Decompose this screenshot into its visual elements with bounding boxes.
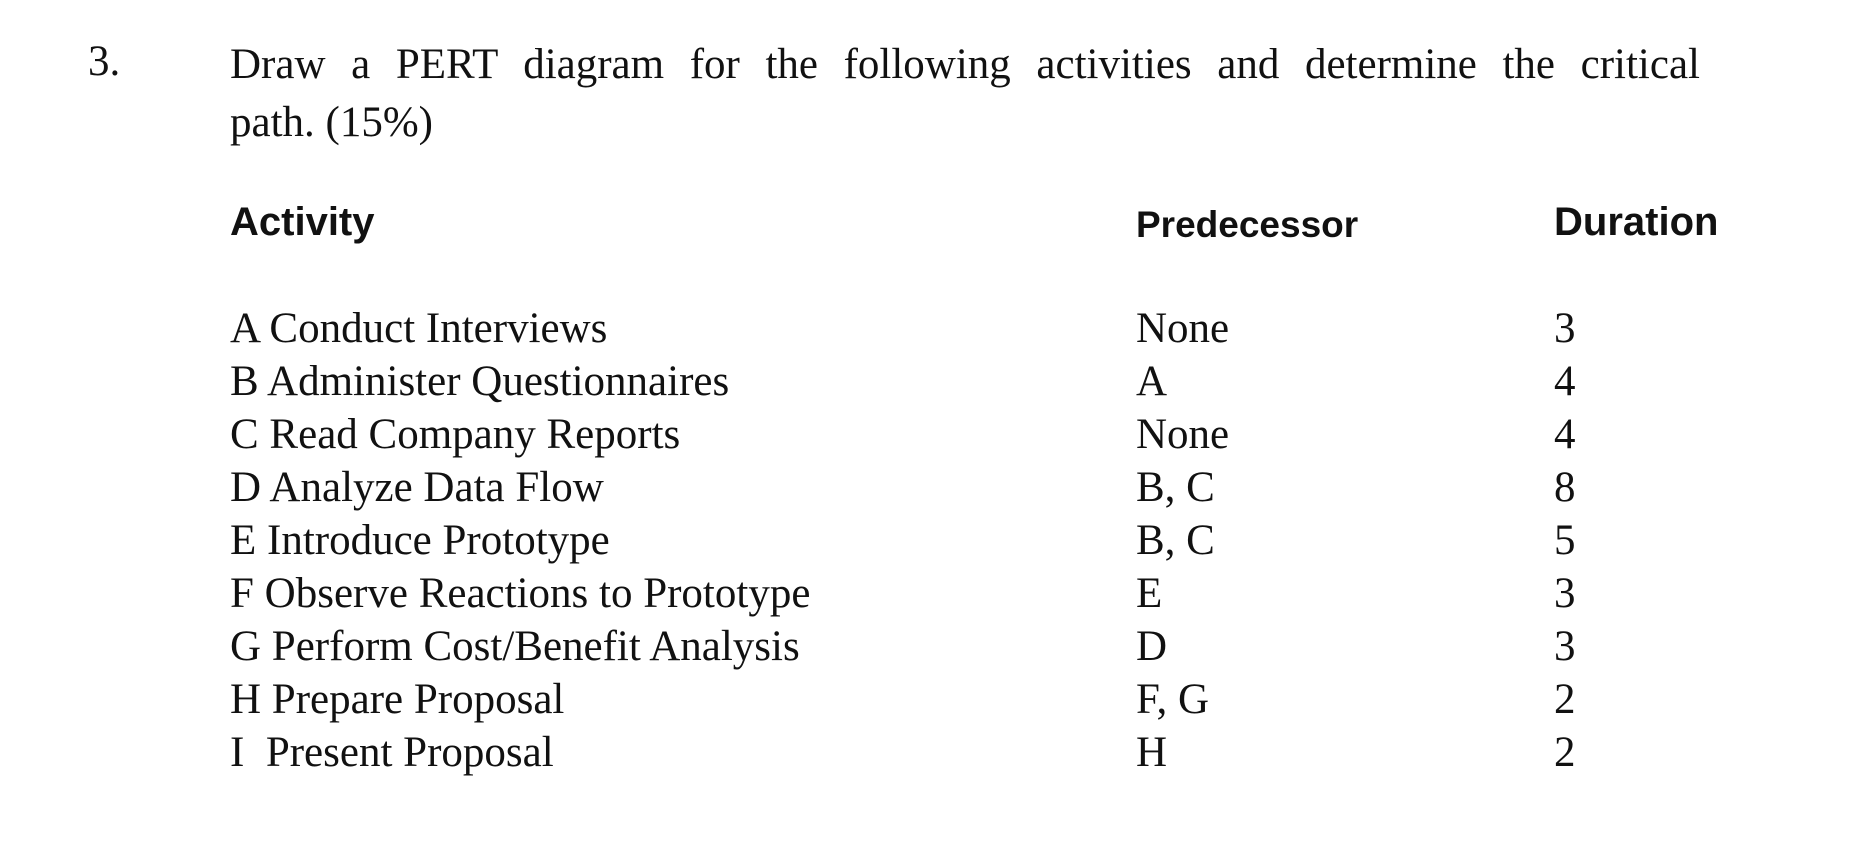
activity-table-body [0,302,1862,779]
predecessor-cell: F, G [1136,676,1210,723]
table-row [0,620,1862,673]
predecessor-cell: B, C [1136,517,1215,564]
predecessor-cell: H [1136,729,1168,776]
table-row [0,726,1862,779]
predecessor-cell: None [1136,305,1230,352]
activity-cell: G Perform Cost/Benefit Analysis [230,623,800,670]
question-number: 3. [88,38,121,85]
question-text-line-1: Draw a PERT diagram for the following activities and determine the critical [230,41,1700,88]
activity-cell: E Introduce Prototype [230,517,610,564]
activity-cell: F Observe Reactions to Prototype [230,570,811,617]
table-row [0,355,1862,408]
predecessor-cell: B, C [1136,464,1215,511]
activity-cell: H Prepare Proposal [230,676,565,723]
duration-cell: 2 [1554,676,1576,723]
duration-cell: 3 [1554,623,1576,670]
predecessor-cell: D [1136,623,1168,670]
predecessor-cell: A [1136,358,1168,405]
duration-cell: 3 [1554,305,1576,352]
duration-cell: 4 [1554,358,1576,405]
predecessor-cell: None [1136,411,1230,458]
activity-cell: I Present Proposal [230,729,554,776]
question-text-line-2: path. (15%) [230,99,433,146]
duration-cell: 5 [1554,517,1576,564]
duration-cell: 4 [1554,411,1576,458]
duration-cell: 8 [1554,464,1576,511]
column-header-activity: Activity [230,200,375,244]
activity-cell: D Analyze Data Flow [230,464,604,511]
column-header-predecessor: Predecessor [1136,204,1359,245]
duration-cell: 3 [1554,570,1576,617]
table-row [0,514,1862,567]
table-row [0,673,1862,726]
table-row [0,461,1862,514]
activity-cell: A Conduct Interviews [230,305,608,352]
table-row [0,302,1862,355]
activity-cell: C Read Company Reports [230,411,681,458]
activity-cell: B Administer Questionnaires [230,358,730,405]
column-header-duration: Duration [1554,200,1719,244]
table-row [0,408,1862,461]
table-row [0,567,1862,620]
duration-cell: 2 [1554,729,1576,776]
predecessor-cell: E [1136,570,1163,617]
question-text [230,36,1700,152]
